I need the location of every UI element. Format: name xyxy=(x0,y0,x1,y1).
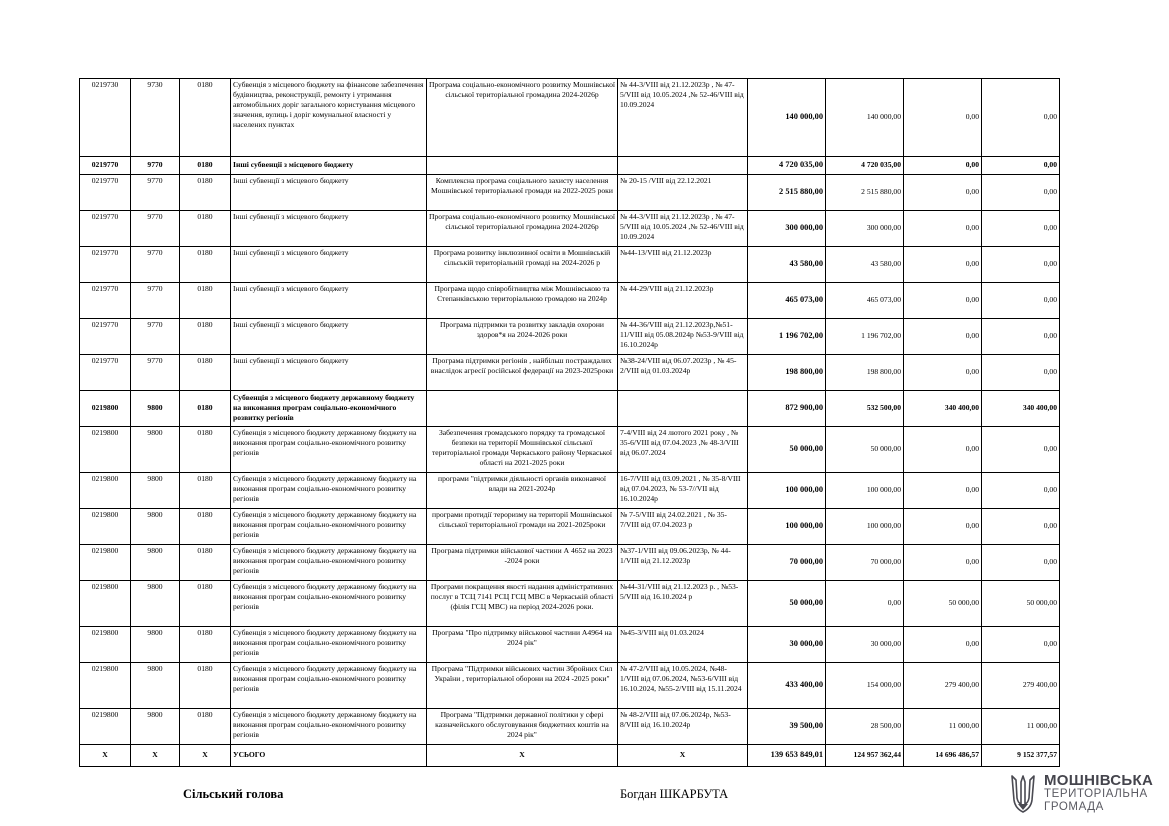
total-cell: 140 000,00 xyxy=(748,79,826,157)
code1-cell: 0219800 xyxy=(80,509,131,545)
program-cell: Програма підтримки регіонів , найбільш постраждалих внаслідок агресії російської федерації на 2023-2025роки xyxy=(427,355,618,391)
program-cell xyxy=(427,391,618,427)
special-fund-cell: 0,00 xyxy=(904,157,982,175)
code3-cell: 0180 xyxy=(180,663,231,709)
special-fund-cell: 0,00 xyxy=(904,283,982,319)
total-cell: 50 000,00 xyxy=(748,581,826,627)
code2-cell: 9800 xyxy=(131,509,180,545)
name-cell: Субвенція з місцевого бюджету державному бюджету на виконання програм соціально-економічного розвитку регіонів xyxy=(231,473,427,509)
development-budget-cell: 0,00 xyxy=(982,473,1060,509)
special-fund-cell: 50 000,00 xyxy=(904,581,982,627)
code2-cell: 9770 xyxy=(131,175,180,211)
general-fund-cell: 140 000,00 xyxy=(826,79,904,157)
special-fund-cell: 0,00 xyxy=(904,79,982,157)
decision-cell: № 44-3/VIII від 21.12.2023р , № 47-5/VIII від 10.05.2024 ,№ 52-46/VIII від 10.09.2024 xyxy=(618,79,748,157)
code3-cell: 0180 xyxy=(180,581,231,627)
code2-cell: 9730 xyxy=(131,79,180,157)
total-cell: 465 073,00 xyxy=(748,283,826,319)
signature-name: Богдан ШКАРБУТА xyxy=(620,787,729,801)
general-fund-cell: 100 000,00 xyxy=(826,473,904,509)
table-row xyxy=(80,79,1060,157)
decision-cell: №44-13/VIII від 21.12.2023р xyxy=(618,247,748,283)
code3-cell: 0180 xyxy=(180,157,231,175)
development-budget-cell: 50 000,00 xyxy=(982,581,1060,627)
code3-cell: 0180 xyxy=(180,355,231,391)
program-cell xyxy=(427,157,618,175)
code1-cell: 0219770 xyxy=(80,319,131,355)
program-cell: Програма соціально-економічного розвитку Мошнівської сільської територіальної громадина 2024-2026р xyxy=(427,211,618,247)
code3-cell: 0180 xyxy=(180,283,231,319)
decision-cell: № 44-29/VIII від 21.12.2023р xyxy=(618,283,748,319)
name-cell: Субвенція з місцевого бюджету державному бюджету на виконання програм соціально-економічного розвитку регіонів xyxy=(231,709,427,745)
general-fund-cell: 70 000,00 xyxy=(826,545,904,581)
total-cell: 2 515 880,00 xyxy=(748,175,826,211)
program-cell: Програма підтримки військової частини А 4652 на 2023 -2024 роки xyxy=(427,545,618,581)
development-budget-cell: 9 152 377,57 xyxy=(982,745,1060,767)
code3-cell: 0180 xyxy=(180,509,231,545)
development-budget-cell: 0,00 xyxy=(982,627,1060,663)
decision-cell: № 44-36/VIII від 21.12.2023р,№51-11/VIII від 05.08.2024р №53-9/VIII від 16.10.2024р xyxy=(618,319,748,355)
decision-cell: №44-31/VIII від 21.12.2023 р. , №53-5/VIII від 16.10.2024 р xyxy=(618,581,748,627)
code3-cell: 0180 xyxy=(180,175,231,211)
general-fund-cell: 1 196 702,00 xyxy=(826,319,904,355)
name-cell: Інші субвенції з місцевого бюджету xyxy=(231,283,427,319)
name-cell: Інші субвенції з місцевого бюджету xyxy=(231,355,427,391)
code2-cell: 9800 xyxy=(131,545,180,581)
code3-cell: 0180 xyxy=(180,709,231,745)
development-budget-cell: 0,00 xyxy=(982,545,1060,581)
code2-cell: 9800 xyxy=(131,391,180,427)
development-budget-cell: 0,00 xyxy=(982,175,1060,211)
decision-cell: 16-7/VIII від 03.09.2021 , № 35-8/VIII від 07.04.2023, № 53-7//VII від 16.10.2024р xyxy=(618,473,748,509)
special-fund-cell: 0,00 xyxy=(904,319,982,355)
program-cell: Програма "Підтримки військових частин Збройних Сил України , територіальної оборони на 2024 -2025 роки" xyxy=(427,663,618,709)
development-budget-cell: 0,00 xyxy=(982,355,1060,391)
decision-cell: 7-4/VIII від 24 лютого 2021 року , № 35-6/VIII від 07.04.2023 ,№ 48-3/VIII від 06.07.2024 xyxy=(618,427,748,473)
code1-cell: 0219770 xyxy=(80,157,131,175)
development-budget-cell: 279 400,00 xyxy=(982,663,1060,709)
code2-cell: 9800 xyxy=(131,473,180,509)
general-fund-cell: 50 000,00 xyxy=(826,427,904,473)
general-fund-cell: 124 957 362,44 xyxy=(826,745,904,767)
table-body xyxy=(80,79,1060,767)
decision-cell: № 47-2/VIII від 10.05.2024, №48-1/VIII від 07.06.2024, №53-6/VIII від 16.10.2024, №55-2/VIII від 15.11.2024 xyxy=(618,663,748,709)
name-cell: Субвенція з місцевого бюджету державному бюджету на виконання програм соціально-економічного розвитку регіонів xyxy=(231,427,427,473)
development-budget-cell: 0,00 xyxy=(982,509,1060,545)
decision-cell xyxy=(618,391,748,427)
development-budget-cell: 340 400,00 xyxy=(982,391,1060,427)
program-cell: Програма підтримки та розвитку закладів охорони здоров*я на 2024-2026 роки xyxy=(427,319,618,355)
special-fund-cell: 0,00 xyxy=(904,473,982,509)
total-cell: 1 196 702,00 xyxy=(748,319,826,355)
table-row xyxy=(80,581,1060,627)
general-fund-cell: 30 000,00 xyxy=(826,627,904,663)
code2-cell: 9770 xyxy=(131,157,180,175)
code2-cell: 9770 xyxy=(131,319,180,355)
table-row xyxy=(80,157,1060,175)
development-budget-cell: 0,00 xyxy=(982,427,1060,473)
name-cell: УСЬОГО xyxy=(231,745,427,767)
name-cell: Субвенція з місцевого бюджету державному бюджету на виконання програм соціально-економічного розвитку регіонів xyxy=(231,545,427,581)
name-cell: Інші субвенції з місцевого бюджету xyxy=(231,247,427,283)
code3-cell: 0180 xyxy=(180,391,231,427)
decision-cell: № 48-2/VIII від 07.06.2024р, №53-8/VIII від 16.10.2024р xyxy=(618,709,748,745)
code1-cell: 0219800 xyxy=(80,709,131,745)
table-row xyxy=(80,211,1060,247)
table-row xyxy=(80,283,1060,319)
table-row xyxy=(80,247,1060,283)
total-cell: 100 000,00 xyxy=(748,473,826,509)
decision-cell: X xyxy=(618,745,748,767)
code1-cell: 0219800 xyxy=(80,545,131,581)
name-cell: Інші субвенції з місцевого бюджету xyxy=(231,319,427,355)
code3-cell: 0180 xyxy=(180,545,231,581)
total-cell: 139 653 849,01 xyxy=(748,745,826,767)
name-cell: Субвенція з місцевого бюджету державному бюджету на виконання програм соціально-економічного розвитку регіонів xyxy=(231,509,427,545)
total-cell: 100 000,00 xyxy=(748,509,826,545)
code3-cell: 0180 xyxy=(180,211,231,247)
special-fund-cell: 0,00 xyxy=(904,427,982,473)
development-budget-cell: 0,00 xyxy=(982,157,1060,175)
budget-table xyxy=(79,78,1060,767)
special-fund-cell: 0,00 xyxy=(904,175,982,211)
name-cell: Інші субвенції з місцевого бюджету xyxy=(231,211,427,247)
program-cell: X xyxy=(427,745,618,767)
general-fund-cell: 0,00 xyxy=(826,581,904,627)
code3-cell: 0180 xyxy=(180,79,231,157)
code3-cell: 0180 xyxy=(180,473,231,509)
program-cell: Програма соціально-економічного розвитку Мошнівської сільської територіальної громадина 2024-2026р xyxy=(427,79,618,157)
code2-cell: 9770 xyxy=(131,247,180,283)
table-row xyxy=(80,427,1060,473)
special-fund-cell: 0,00 xyxy=(904,355,982,391)
special-fund-cell: 14 696 486,57 xyxy=(904,745,982,767)
code2-cell: 9800 xyxy=(131,709,180,745)
total-cell: 198 800,00 xyxy=(748,355,826,391)
general-fund-cell: 4 720 035,00 xyxy=(826,157,904,175)
code3-cell: 0180 xyxy=(180,427,231,473)
decision-cell: №45-3/VIII від 01.03.2024 xyxy=(618,627,748,663)
program-cell: Забезпечення громадського порядку та громадської безпеки на території Мошнівської сільської територіальної громади Черкаського району Черкаської області на 2021-2025 роки xyxy=(427,427,618,473)
special-fund-cell: 0,00 xyxy=(904,211,982,247)
total-cell: 43 580,00 xyxy=(748,247,826,283)
code2-cell: 9800 xyxy=(131,663,180,709)
code1-cell: 0219770 xyxy=(80,355,131,391)
general-fund-cell: 100 000,00 xyxy=(826,509,904,545)
code1-cell: 0219800 xyxy=(80,473,131,509)
development-budget-cell: 0,00 xyxy=(982,79,1060,157)
development-budget-cell: 0,00 xyxy=(982,283,1060,319)
table-row xyxy=(80,319,1060,355)
special-fund-cell: 11 000,00 xyxy=(904,709,982,745)
total-cell: 872 900,00 xyxy=(748,391,826,427)
table-row xyxy=(80,709,1060,745)
code3-cell: X xyxy=(180,745,231,767)
code1-cell: 0219770 xyxy=(80,175,131,211)
decision-cell: № 7-5/VIII від 24.02.2021 , № 35-7/VIII від 07.04.2023 р xyxy=(618,509,748,545)
name-cell: Субвенція з місцевого бюджету на фінансове забезпечення будівництва, реконструкції, ремонту і утримання автомобільних доріг загального користування місцевого значення, вулиць і доріг комунальної власності у населених пунктах xyxy=(231,79,427,157)
special-fund-cell: 0,00 xyxy=(904,627,982,663)
code3-cell: 0180 xyxy=(180,627,231,663)
decision-cell: № 44-3/VIII від 21.12.2023р , № 47-5/VIII від 10.05.2024 ,№ 52-46/VIII від 10.09.2024 xyxy=(618,211,748,247)
table-row xyxy=(80,663,1060,709)
special-fund-cell: 340 400,00 xyxy=(904,391,982,427)
table-row xyxy=(80,745,1060,767)
table-row xyxy=(80,355,1060,391)
total-cell: 50 000,00 xyxy=(748,427,826,473)
decision-cell xyxy=(618,157,748,175)
general-fund-cell: 300 000,00 xyxy=(826,211,904,247)
development-budget-cell: 0,00 xyxy=(982,211,1060,247)
general-fund-cell: 28 500,00 xyxy=(826,709,904,745)
trident-icon xyxy=(1010,774,1036,814)
total-cell: 433 400,00 xyxy=(748,663,826,709)
code1-cell: 0219800 xyxy=(80,427,131,473)
name-cell: Субвенція з місцевого бюджету державному бюджету на виконання програм соціально-економічного розвитку регіонів xyxy=(231,581,427,627)
table-row xyxy=(80,545,1060,581)
code1-cell: 0219730 xyxy=(80,79,131,157)
signature-title: Сільський голова xyxy=(183,787,284,801)
code1-cell: 0219770 xyxy=(80,211,131,247)
special-fund-cell: 279 400,00 xyxy=(904,663,982,709)
name-cell: Субвенція з місцевого бюджету державному бюджету на виконання програм соціально-економічного розвитку регіонів xyxy=(231,663,427,709)
code2-cell: 9770 xyxy=(131,283,180,319)
decision-cell: №38-24/VIII від 06.07.2023р , № 45-2/VIII від 01.03.2024р xyxy=(618,355,748,391)
code1-cell: 0219800 xyxy=(80,581,131,627)
program-cell: програми "підтримки діяльності органів виконавчої влади на 2021-2024р xyxy=(427,473,618,509)
total-cell: 39 500,00 xyxy=(748,709,826,745)
code2-cell: 9770 xyxy=(131,355,180,391)
general-fund-cell: 2 515 880,00 xyxy=(826,175,904,211)
code2-cell: 9800 xyxy=(131,427,180,473)
logo-line-2: ТЕРИТОРІАЛЬНА xyxy=(1044,788,1148,800)
general-fund-cell: 198 800,00 xyxy=(826,355,904,391)
program-cell: Програма розвитку інклюзивної освіти в Мошнівській сільській територіальній громаді на 2024-2026 р xyxy=(427,247,618,283)
development-budget-cell: 0,00 xyxy=(982,247,1060,283)
code1-cell: 0219770 xyxy=(80,283,131,319)
program-cell: Програми покращення якості надання адміністративних послуг в ТСЦ 7141 РСЦ ГСЦ МВС в Черкаській області (філія ГСЦ МВС) на період 2024-2026 роки. xyxy=(427,581,618,627)
code2-cell: 9800 xyxy=(131,627,180,663)
general-fund-cell: 43 580,00 xyxy=(826,247,904,283)
code2-cell: 9770 xyxy=(131,211,180,247)
name-cell: Інші субвенції з місцевого бюджету xyxy=(231,157,427,175)
total-cell: 30 000,00 xyxy=(748,627,826,663)
code1-cell: 0219800 xyxy=(80,663,131,709)
general-fund-cell: 465 073,00 xyxy=(826,283,904,319)
logo-line-1: МОШНІВСЬКА xyxy=(1044,772,1154,789)
code3-cell: 0180 xyxy=(180,319,231,355)
table-row xyxy=(80,473,1060,509)
general-fund-cell: 154 000,00 xyxy=(826,663,904,709)
table-row xyxy=(80,175,1060,211)
code1-cell: 0219800 xyxy=(80,391,131,427)
table-row xyxy=(80,391,1060,427)
code3-cell: 0180 xyxy=(180,247,231,283)
community-logo xyxy=(1010,772,1169,816)
special-fund-cell: 0,00 xyxy=(904,545,982,581)
program-cell: програми протидії тероризму на території Мошнівської сільської територіальної громади на 2021-2025роки xyxy=(427,509,618,545)
code1-cell: 0219770 xyxy=(80,247,131,283)
name-cell: Інші субвенції з місцевого бюджету xyxy=(231,175,427,211)
decision-cell: №37-1/VIII від 09.06.2023р, № 44-1/VIII від 21.12.2023р xyxy=(618,545,748,581)
name-cell: Субвенція з місцевого бюджету державному бюджету на виконання програм соціально-економічного розвитку регіонів xyxy=(231,627,427,663)
program-cell: Програма щодо співробітництва між Мошнівською та Степанківською територіальною громадою на 2024р xyxy=(427,283,618,319)
table-row xyxy=(80,509,1060,545)
total-cell: 300 000,00 xyxy=(748,211,826,247)
program-cell: Програма "Про підтримку військової частини А4964 на 2024 рік" xyxy=(427,627,618,663)
total-cell: 4 720 035,00 xyxy=(748,157,826,175)
code1-cell: X xyxy=(80,745,131,767)
total-cell: 70 000,00 xyxy=(748,545,826,581)
name-cell: Субвенція з місцевого бюджету державному бюджету на виконання програм соціально-економічного розвитку регіонів xyxy=(231,391,427,427)
table-row xyxy=(80,627,1060,663)
development-budget-cell: 11 000,00 xyxy=(982,709,1060,745)
program-cell: Комплексна програма соціального захисту населення Мошнівської територіальної громади на 2022-2025 роки xyxy=(427,175,618,211)
program-cell: Програма "Підтримки державної політики у сфері казначейського обслуговування бюджетних коштів на 2024 рік" xyxy=(427,709,618,745)
decision-cell: № 20-15 /VIII від 22.12.2021 xyxy=(618,175,748,211)
special-fund-cell: 0,00 xyxy=(904,509,982,545)
general-fund-cell: 532 500,00 xyxy=(826,391,904,427)
development-budget-cell: 0,00 xyxy=(982,319,1060,355)
code1-cell: 0219800 xyxy=(80,627,131,663)
code2-cell: X xyxy=(131,745,180,767)
code2-cell: 9800 xyxy=(131,581,180,627)
special-fund-cell: 0,00 xyxy=(904,247,982,283)
logo-line-3: ГРОМАДА xyxy=(1044,801,1104,813)
